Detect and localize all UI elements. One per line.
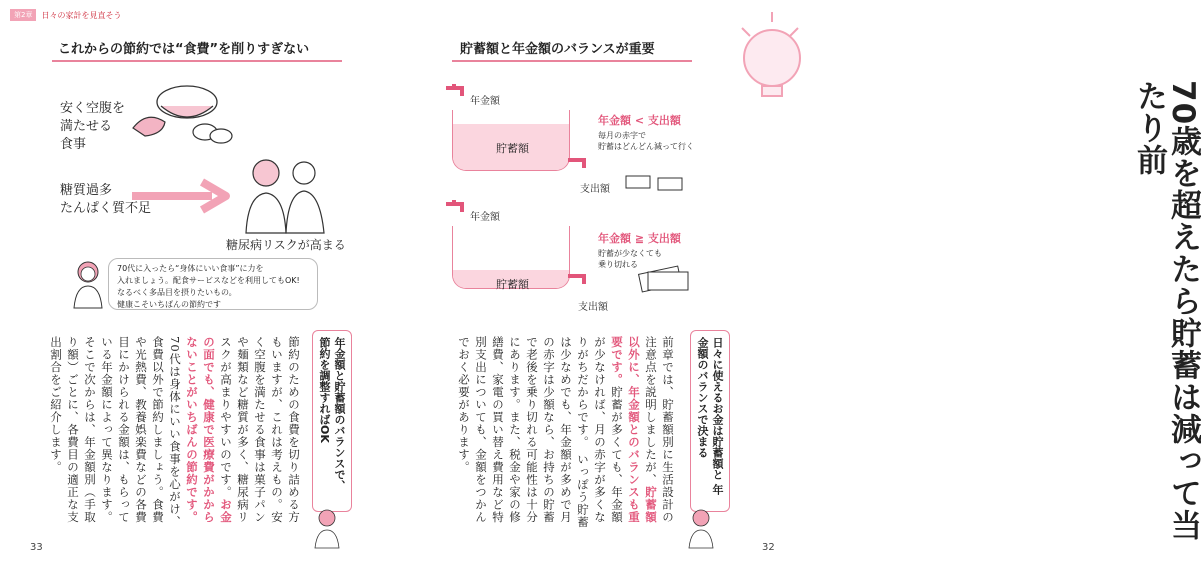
chapter-header — [10, 9, 121, 21]
risk-label: 糖尿病リスクが高まる — [226, 238, 346, 252]
chapter-title: 日々の家計を見直そう — [41, 10, 122, 20]
money-stack-icon — [636, 258, 696, 296]
faucet-icon — [444, 82, 470, 104]
right-callout: 日々に使えるお金は貯蓄額と 年金額のバランスで決まる — [690, 330, 730, 512]
body-text-c: 食費や光熱費、教養娯楽費などの各費目にかけられる金額は、もらっている年金額によって異なります。そこで次からは、年金額別（手取り額）ごとに、各費目の適正な支出割合をご紹介します。 — [49, 336, 165, 524]
r-body-text-a: 前章では、貯蓄額別に生活設計の注意点を説明しましたが、 — [644, 336, 675, 524]
nutrition-label: 糖質過多 たんぱく質不足 — [60, 183, 152, 216]
d1-note: 毎月の赤字で 貯蓄はどんどん減って行く — [598, 131, 694, 151]
d2-pension-label: 年金額 — [470, 212, 500, 223]
d1-pension-label: 年金額 — [470, 96, 500, 107]
r-body-highlight: 貯蓄額以外に、年金額とのバランスも重要です。 — [610, 336, 658, 524]
food-label: 安く空腹を 満たせる 食事 — [60, 101, 126, 152]
right-arrow-icon — [132, 178, 232, 214]
faucet-icon-2 — [444, 198, 470, 220]
left-heading: これからの節約では“食費”を削りすぎない — [58, 42, 310, 57]
lightbulb-icon — [732, 8, 798, 118]
left-page — [0, 0, 400, 567]
advisor-woman-icon — [70, 260, 106, 308]
d1-savings-label: 貯蓄額 — [496, 142, 529, 155]
chapter-big-title: 70歳を超えたら貯蓄は減って当たり前 — [1131, 80, 1201, 542]
medical-staff-illustration — [240, 155, 330, 235]
r-body-text-b: 貯蓄が多くても、年金額が少なければ、月の赤字が多くなりがちだからです。 いっぽう貯蓄は少なめでも、年金額が多めで月の赤字は少額なら、お持ちの貯蓄で老後を乗り切れる可能性は十分にあります。また、税金や家の修繕費、家電の買い替え費用など特別支出についても、金額をつかんでおく必要があります。 — [457, 336, 624, 529]
d2-comparison: 年金額 ≧ 支出額 — [598, 232, 681, 245]
left-page-number: 33 — [30, 542, 43, 553]
d2-savings-label: 貯蓄額 — [496, 278, 529, 291]
d1-spend-label: 支出額 — [580, 184, 610, 195]
outflow-faucet-icon-2 — [568, 268, 592, 290]
d2-note: 貯蓄が少なくても 乗り切れる — [598, 249, 662, 269]
left-heading-underline — [52, 60, 342, 62]
advisor-speech-bubble: 70代に入ったら“身体にいい食事”に力を 入れましょう。配食サービスなどを利用してもOK! なるべく多品目を摂りたいもの。 健康こそいちばんの節約です — [108, 258, 318, 310]
right-heading-underline — [452, 60, 692, 62]
d1-comparison: 年金額 < 支出額 — [598, 114, 681, 127]
left-callout: 年金額と貯蓄額のバランスで、 節約を調整すればOK — [312, 330, 352, 512]
body-text-a: 節約のための食費を切り詰める方もいますが、これは考えもの。安く空腹を満たせる食事は菓子パンや麺類など糖質が多く、糖尿病リスクが高まりやすいのです。 — [219, 336, 301, 524]
body-text-b: 70代は身体にいい食事を心がけ、食費以外で節約しましょう。 — [151, 336, 182, 528]
flying-money-icon — [620, 168, 690, 198]
left-body-text — [30, 336, 302, 532]
advisor-small-icon-2 — [686, 508, 716, 548]
right-page — [400, 0, 1201, 567]
right-heading: 貯蓄額と年金額のバランスが重要 — [460, 42, 655, 57]
outflow-faucet-icon — [568, 152, 592, 174]
body-highlight: お金の面でも、健康で医療費がかからないことがいちばんの節約です。 — [185, 336, 233, 524]
d2-spend-label: 支出額 — [578, 302, 608, 313]
right-page-number: 32 — [762, 542, 775, 553]
food-illustration — [125, 80, 235, 150]
chapter-badge: 第2章 — [10, 9, 36, 21]
right-body-text — [450, 336, 676, 532]
advisor-small-icon — [312, 508, 342, 548]
